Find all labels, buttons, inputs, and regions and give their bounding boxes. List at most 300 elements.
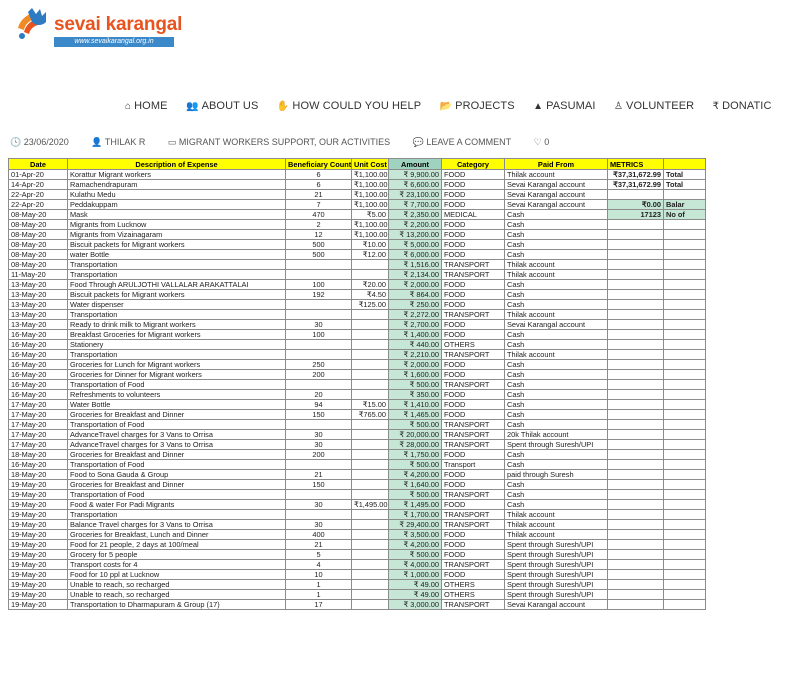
cell-unit: ₹1,495.00 <box>352 500 389 510</box>
cell-amount: ₹ 500.00 <box>389 490 442 500</box>
cell-category: FOOD <box>442 480 505 490</box>
cell-amount: ₹ 2,210.00 <box>389 350 442 360</box>
cell-date: 16-May-20 <box>9 460 68 470</box>
cell-unit <box>352 530 389 540</box>
cell-desc: Food Through ARULJOTHI VALLALAR ARAKATTALAI <box>68 280 286 290</box>
cell-count <box>286 380 352 390</box>
cell-count: 10 <box>286 570 352 580</box>
cell-unit <box>352 450 389 460</box>
cell-metric-label <box>664 510 706 520</box>
cell-amount: ₹ 23,100.00 <box>389 190 442 200</box>
table-row <box>9 430 706 440</box>
nav-help-label: HOW COULD YOU HELP <box>292 100 422 112</box>
cell-category: FOOD <box>442 530 505 540</box>
table-row <box>9 240 706 250</box>
post-category[interactable]: ▭ MIGRANT WORKERS SUPPORT, OUR ACTIVITIES <box>167 137 391 147</box>
cell-paid: Spent through Suresh/UPI <box>505 570 608 580</box>
nav-about-us-label: ABOUT US <box>201 100 259 112</box>
cell-paid: Sevai Karangal account <box>505 200 608 210</box>
cell-count: 470 <box>286 210 352 220</box>
table-row <box>9 490 706 500</box>
cell-amount: ₹ 5,000.00 <box>389 240 442 250</box>
cell-unit <box>352 430 389 440</box>
cell-desc: AdvanceTravel charges for 3 Vans to Orrisa <box>68 440 286 450</box>
cell-count: 94 <box>286 400 352 410</box>
cell-paid: 20k Thilak account <box>505 430 608 440</box>
cell-unit: ₹1,100.00 <box>352 230 389 240</box>
cell-metric-value <box>608 330 664 340</box>
cell-metric-value <box>608 280 664 290</box>
col-amount: Amount <box>389 159 442 170</box>
cell-metric-value <box>608 360 664 370</box>
cell-paid: Thilak account <box>505 510 608 520</box>
cell-metric-value <box>608 260 664 270</box>
cell-count: 200 <box>286 370 352 380</box>
cell-metric-label <box>664 270 706 280</box>
cell-metric-value <box>608 290 664 300</box>
tree-icon: ▲ <box>533 101 544 112</box>
cell-unit <box>352 350 389 360</box>
cell-date: 19-May-20 <box>9 600 68 610</box>
table-row <box>9 220 706 230</box>
table-row <box>9 380 706 390</box>
expense-spreadsheet <box>8 158 705 650</box>
cell-paid: Cash <box>505 250 608 260</box>
cell-count: 2 <box>286 220 352 230</box>
cell-paid: Spent through Suresh/UPI <box>505 440 608 450</box>
cell-metric-value <box>608 340 664 350</box>
cell-category: FOOD <box>442 400 505 410</box>
cell-count: 21 <box>286 470 352 480</box>
cell-unit: ₹20.00 <box>352 280 389 290</box>
cell-category: FOOD <box>442 290 505 300</box>
cell-category: TRANSPORT <box>442 560 505 570</box>
cell-paid: Thilak account <box>505 260 608 270</box>
cell-desc: Unable to reach, so recharged <box>68 590 286 600</box>
post-likes-value: 0 <box>544 137 550 147</box>
cell-category: TRANSPORT <box>442 440 505 450</box>
cell-metric-label <box>664 430 706 440</box>
cell-category: FOOD <box>442 300 505 310</box>
nav-pasumai-label: PASUMAI <box>546 100 596 112</box>
nav-how-could-you-help[interactable] <box>277 100 421 112</box>
cell-metric-label <box>664 330 706 340</box>
cell-paid: Cash <box>505 290 608 300</box>
table-row <box>9 500 706 510</box>
cell-metric-label <box>664 240 706 250</box>
cell-metric-label <box>664 290 706 300</box>
col-description: Description of Expense <box>68 159 286 170</box>
cell-date: 13-May-20 <box>9 300 68 310</box>
cell-count: 30 <box>286 500 352 510</box>
cell-metric-value <box>608 230 664 240</box>
cell-category: FOOD <box>442 220 505 230</box>
cell-date: 17-May-20 <box>9 420 68 430</box>
cell-amount: ₹ 440.00 <box>389 340 442 350</box>
cell-count <box>286 460 352 470</box>
cell-amount: ₹ 2,200.00 <box>389 220 442 230</box>
table-row <box>9 230 706 240</box>
cell-unit <box>352 580 389 590</box>
cell-metric-value: ₹0.00 <box>608 200 664 210</box>
table-row <box>9 180 706 190</box>
cell-count: 6 <box>286 170 352 180</box>
cell-amount: ₹ 13,200.00 <box>389 230 442 240</box>
cell-unit: ₹125.00 <box>352 300 389 310</box>
cell-category: FOOD <box>442 190 505 200</box>
cell-category: FOOD <box>442 240 505 250</box>
post-comments-value: LEAVE A COMMENT <box>426 137 512 147</box>
cell-paid: Cash <box>505 340 608 350</box>
cell-amount: ₹ 4,200.00 <box>389 470 442 480</box>
cell-metric-value <box>608 460 664 470</box>
cell-desc: Groceries for Dinner for Migrant workers <box>68 370 286 380</box>
cell-category: FOOD <box>442 280 505 290</box>
cell-count: 1 <box>286 580 352 590</box>
cell-metric-value <box>608 480 664 490</box>
cell-metric-value <box>608 440 664 450</box>
cell-unit <box>352 570 389 580</box>
cell-unit <box>352 330 389 340</box>
cell-date: 08-May-20 <box>9 240 68 250</box>
cell-category: TRANSPORT <box>442 510 505 520</box>
cell-category: FOOD <box>442 540 505 550</box>
cell-metric-label <box>664 500 706 510</box>
cell-metric-value <box>608 570 664 580</box>
cell-metric-label <box>664 580 706 590</box>
logo-name: sevai karangal <box>54 14 183 35</box>
cell-count: 192 <box>286 290 352 300</box>
cell-metric-value <box>608 560 664 570</box>
cell-category: FOOD <box>442 370 505 380</box>
cell-metric-label: Total <box>664 180 706 190</box>
cell-metric-value <box>608 540 664 550</box>
cell-metric-value <box>608 310 664 320</box>
post-author-value: THILAK R <box>104 137 146 147</box>
cell-date: 19-May-20 <box>9 580 68 590</box>
cell-metric-value <box>608 350 664 360</box>
home-icon: ⌂ <box>125 101 132 112</box>
cell-unit: ₹15.00 <box>352 400 389 410</box>
table-row <box>9 550 706 560</box>
cell-amount: ₹ 1,640.00 <box>389 480 442 490</box>
cell-amount: ₹ 4,000.00 <box>389 560 442 570</box>
logo-url: www.sevaikarangal.org.in <box>54 37 174 47</box>
cell-date: 13-May-20 <box>9 320 68 330</box>
cell-paid: Cash <box>505 230 608 240</box>
cell-desc: Refreshments to volunteers <box>68 390 286 400</box>
cell-unit <box>352 310 389 320</box>
cell-amount: ₹ 500.00 <box>389 380 442 390</box>
cell-amount: ₹ 9,900.00 <box>389 170 442 180</box>
cell-category: FOOD <box>442 320 505 330</box>
cell-date: 08-May-20 <box>9 230 68 240</box>
cell-metric-value: 17123 <box>608 210 664 220</box>
post-comments[interactable]: 💬 LEAVE A COMMENT <box>412 137 512 147</box>
cell-paid: Cash <box>505 390 608 400</box>
cell-unit <box>352 600 389 610</box>
cell-paid: Spent through Suresh/UPI <box>505 540 608 550</box>
cell-unit <box>352 260 389 270</box>
cell-desc: Ready to drink milk to Migrant workers <box>68 320 286 330</box>
table-body <box>9 170 706 610</box>
nav-about-us[interactable] <box>186 100 258 112</box>
cell-category: TRANSPORT <box>442 520 505 530</box>
cell-metric-value <box>608 580 664 590</box>
cell-date: 16-May-20 <box>9 340 68 350</box>
cell-desc: Food for 21 people, 2 days at 100/meal <box>68 540 286 550</box>
cell-metric-value <box>608 240 664 250</box>
cell-desc: Transportation <box>68 350 286 360</box>
cell-date: 19-May-20 <box>9 510 68 520</box>
cell-unit <box>352 550 389 560</box>
cell-date: 19-May-20 <box>9 520 68 530</box>
table-row <box>9 300 706 310</box>
cell-count: 7 <box>286 200 352 210</box>
cell-metric-label <box>664 470 706 480</box>
users-icon: 👥 <box>186 101 199 112</box>
cell-count: 4 <box>286 560 352 570</box>
cell-metric-label <box>664 220 706 230</box>
cell-amount: ₹ 1,495.00 <box>389 500 442 510</box>
nav-home[interactable] <box>125 100 168 112</box>
post-category-value: MIGRANT WORKERS SUPPORT, OUR ACTIVITIES <box>178 137 391 147</box>
nav-donation-label: DONATIC <box>722 100 772 112</box>
cell-date: 19-May-20 <box>9 500 68 510</box>
cell-desc: Balance Travel charges for 3 Vans to Orrisa <box>68 520 286 530</box>
cell-desc: Peddakuppam <box>68 200 286 210</box>
volunteer-icon: ♙ <box>613 101 624 112</box>
table-row <box>9 360 706 370</box>
cell-metric-label <box>664 540 706 550</box>
nav-volunteer[interactable] <box>614 100 694 112</box>
col-category: Category <box>442 159 505 170</box>
cell-unit: ₹5.00 <box>352 210 389 220</box>
cell-paid: Sevai Karangal account <box>505 320 608 330</box>
cell-desc: Groceries for Breakfast and Dinner <box>68 450 286 460</box>
cell-paid: Cash <box>505 210 608 220</box>
cell-date: 14-Apr-20 <box>9 180 68 190</box>
nav-donation[interactable] <box>713 100 772 112</box>
table-row <box>9 200 706 210</box>
cell-count: 100 <box>286 330 352 340</box>
cell-desc: Unable to reach, so recharged <box>68 580 286 590</box>
hand-icon: ✋ <box>276 101 290 112</box>
table-row <box>9 260 706 270</box>
cell-amount: ₹ 1,400.00 <box>389 330 442 340</box>
cell-paid: Thilak account <box>505 270 608 280</box>
cell-desc: Transportation of Food <box>68 380 286 390</box>
cell-metric-label <box>664 450 706 460</box>
post-date: 🕓 23/06/2020 <box>10 137 69 147</box>
cell-date: 08-May-20 <box>9 210 68 220</box>
cell-amount: ₹ 2,350.00 <box>389 210 442 220</box>
table-row <box>9 370 706 380</box>
cell-unit <box>352 560 389 570</box>
nav-volunteer-label: VOLUNTEER <box>626 100 695 112</box>
cell-paid: Cash <box>505 360 608 370</box>
table-row <box>9 560 706 570</box>
table-row <box>9 570 706 580</box>
cell-metric-label <box>664 460 706 470</box>
cell-category: TRANSPORT <box>442 260 505 270</box>
cell-category: OTHERS <box>442 590 505 600</box>
table-row <box>9 480 706 490</box>
cell-count: 30 <box>286 430 352 440</box>
cell-amount: ₹ 2,134.00 <box>389 270 442 280</box>
cell-count <box>286 300 352 310</box>
cell-category: FOOD <box>442 470 505 480</box>
cell-metric-value <box>608 520 664 530</box>
cell-desc: Food & water For Padi Migrants <box>68 500 286 510</box>
cell-amount: ₹ 7,700.00 <box>389 200 442 210</box>
cell-desc: Ramachendrapuram <box>68 180 286 190</box>
cell-metric-label <box>664 570 706 580</box>
cell-metric-label <box>664 530 706 540</box>
cell-paid: Cash <box>505 450 608 460</box>
table-row <box>9 600 706 610</box>
cell-metric-label <box>664 480 706 490</box>
cell-metric-label <box>664 400 706 410</box>
cell-metric-label <box>664 340 706 350</box>
cell-paid: Thilak account <box>505 170 608 180</box>
cell-category: FOOD <box>442 250 505 260</box>
cell-amount: ₹ 49.00 <box>389 590 442 600</box>
cell-paid: Cash <box>505 410 608 420</box>
cell-category: FOOD <box>442 550 505 560</box>
col-paid-from: Paid From <box>505 159 608 170</box>
cell-desc: Grocery for 5 people <box>68 550 286 560</box>
cell-date: 16-May-20 <box>9 380 68 390</box>
cell-amount: ₹ 250.00 <box>389 300 442 310</box>
cell-metric-label: No of <box>664 210 706 220</box>
cell-desc: Groceries for Breakfast, Lunch and Dinner <box>68 530 286 540</box>
table-row <box>9 350 706 360</box>
cell-desc: Migrants from Lucknow <box>68 220 286 230</box>
cell-desc: Biscuit packets for Migrant workers <box>68 290 286 300</box>
cell-date: 13-May-20 <box>9 310 68 320</box>
cell-paid: Spent through Suresh/UPI <box>505 590 608 600</box>
cell-unit: ₹1,100.00 <box>352 180 389 190</box>
col-date: Date <box>9 159 68 170</box>
cell-count: 12 <box>286 230 352 240</box>
cell-date: 16-May-20 <box>9 390 68 400</box>
cell-metric-label <box>664 190 706 200</box>
table-row <box>9 470 706 480</box>
cell-desc: Transportation <box>68 310 286 320</box>
cell-date: 13-May-20 <box>9 280 68 290</box>
cell-paid: Thilak account <box>505 350 608 360</box>
cell-paid: paid through Suresh <box>505 470 608 480</box>
cell-unit <box>352 460 389 470</box>
cell-desc: Transportation of Food <box>68 490 286 500</box>
cell-metric-label <box>664 560 706 570</box>
cell-unit <box>352 440 389 450</box>
cell-metric-label <box>664 490 706 500</box>
folder-icon: 📂 <box>439 101 453 112</box>
cell-desc: Groceries for Lunch for Migrant workers <box>68 360 286 370</box>
cell-amount: ₹ 6,600.00 <box>389 180 442 190</box>
cell-unit <box>352 360 389 370</box>
cell-paid: Cash <box>505 420 608 430</box>
cell-date: 17-May-20 <box>9 400 68 410</box>
cell-category: FOOD <box>442 450 505 460</box>
cell-metric-value <box>608 320 664 330</box>
cell-metric-label <box>664 320 706 330</box>
nav-pasumai[interactable] <box>533 100 595 112</box>
cell-category: FOOD <box>442 170 505 180</box>
cell-count: 100 <box>286 280 352 290</box>
site-logo[interactable] <box>14 6 214 50</box>
cell-category: TRANSPORT <box>442 430 505 440</box>
cell-metric-value <box>608 370 664 380</box>
cell-metric-value <box>608 550 664 560</box>
nav-projects[interactable] <box>440 100 515 112</box>
nav-projects-label: PROJECTS <box>455 100 515 112</box>
cell-desc: Water dispenser <box>68 300 286 310</box>
table-row <box>9 390 706 400</box>
table-row <box>9 270 706 280</box>
cell-count <box>286 420 352 430</box>
cell-amount: ₹ 2,700.00 <box>389 320 442 330</box>
cell-metric-label <box>664 250 706 260</box>
cell-paid: Spent through Suresh/UPI <box>505 580 608 590</box>
cell-paid: Sevai Karangal account <box>505 180 608 190</box>
post-author[interactable]: 👤 THILAK R <box>91 137 146 147</box>
cell-date: 17-May-20 <box>9 430 68 440</box>
cell-unit: ₹1,100.00 <box>352 170 389 180</box>
cell-date: 16-May-20 <box>9 330 68 340</box>
cell-paid: Thilak account <box>505 310 608 320</box>
cell-count: 30 <box>286 320 352 330</box>
table-row <box>9 190 706 200</box>
cell-amount: ₹ 500.00 <box>389 550 442 560</box>
cell-amount: ₹ 1,000.00 <box>389 570 442 580</box>
cell-desc: Kulathu Medu <box>68 190 286 200</box>
cell-amount: ₹ 4,200.00 <box>389 540 442 550</box>
cell-unit <box>352 520 389 530</box>
cell-date: 19-May-20 <box>9 570 68 580</box>
cell-date: 19-May-20 <box>9 530 68 540</box>
cell-metric-label <box>664 230 706 240</box>
cell-desc: Groceries for Breakfast and Dinner <box>68 410 286 420</box>
cell-category: TRANSPORT <box>442 310 505 320</box>
table-row <box>9 290 706 300</box>
cell-metric-value <box>608 500 664 510</box>
cell-desc: Transportation of Food <box>68 460 286 470</box>
cell-metric-label <box>664 390 706 400</box>
cell-date: 08-May-20 <box>9 260 68 270</box>
post-date-value: 23/06/2020 <box>23 137 69 147</box>
table-header-row <box>9 159 706 170</box>
cell-amount: ₹ 1,465.00 <box>389 410 442 420</box>
cell-paid: Cash <box>505 400 608 410</box>
cell-count: 30 <box>286 520 352 530</box>
cell-date: 08-May-20 <box>9 220 68 230</box>
cell-unit: ₹4.50 <box>352 290 389 300</box>
cell-amount: ₹ 20,000.00 <box>389 430 442 440</box>
cell-amount: ₹ 1,600.00 <box>389 370 442 380</box>
cell-metric-label <box>664 600 706 610</box>
post-meta <box>10 137 550 147</box>
cell-amount: ₹ 3,000.00 <box>389 600 442 610</box>
cell-metric-label <box>664 550 706 560</box>
cell-desc: Transportation <box>68 270 286 280</box>
post-likes[interactable]: ♡ 0 <box>533 137 550 147</box>
cell-count: 21 <box>286 190 352 200</box>
cell-count: 30 <box>286 440 352 450</box>
cell-amount: ₹ 2,000.00 <box>389 360 442 370</box>
